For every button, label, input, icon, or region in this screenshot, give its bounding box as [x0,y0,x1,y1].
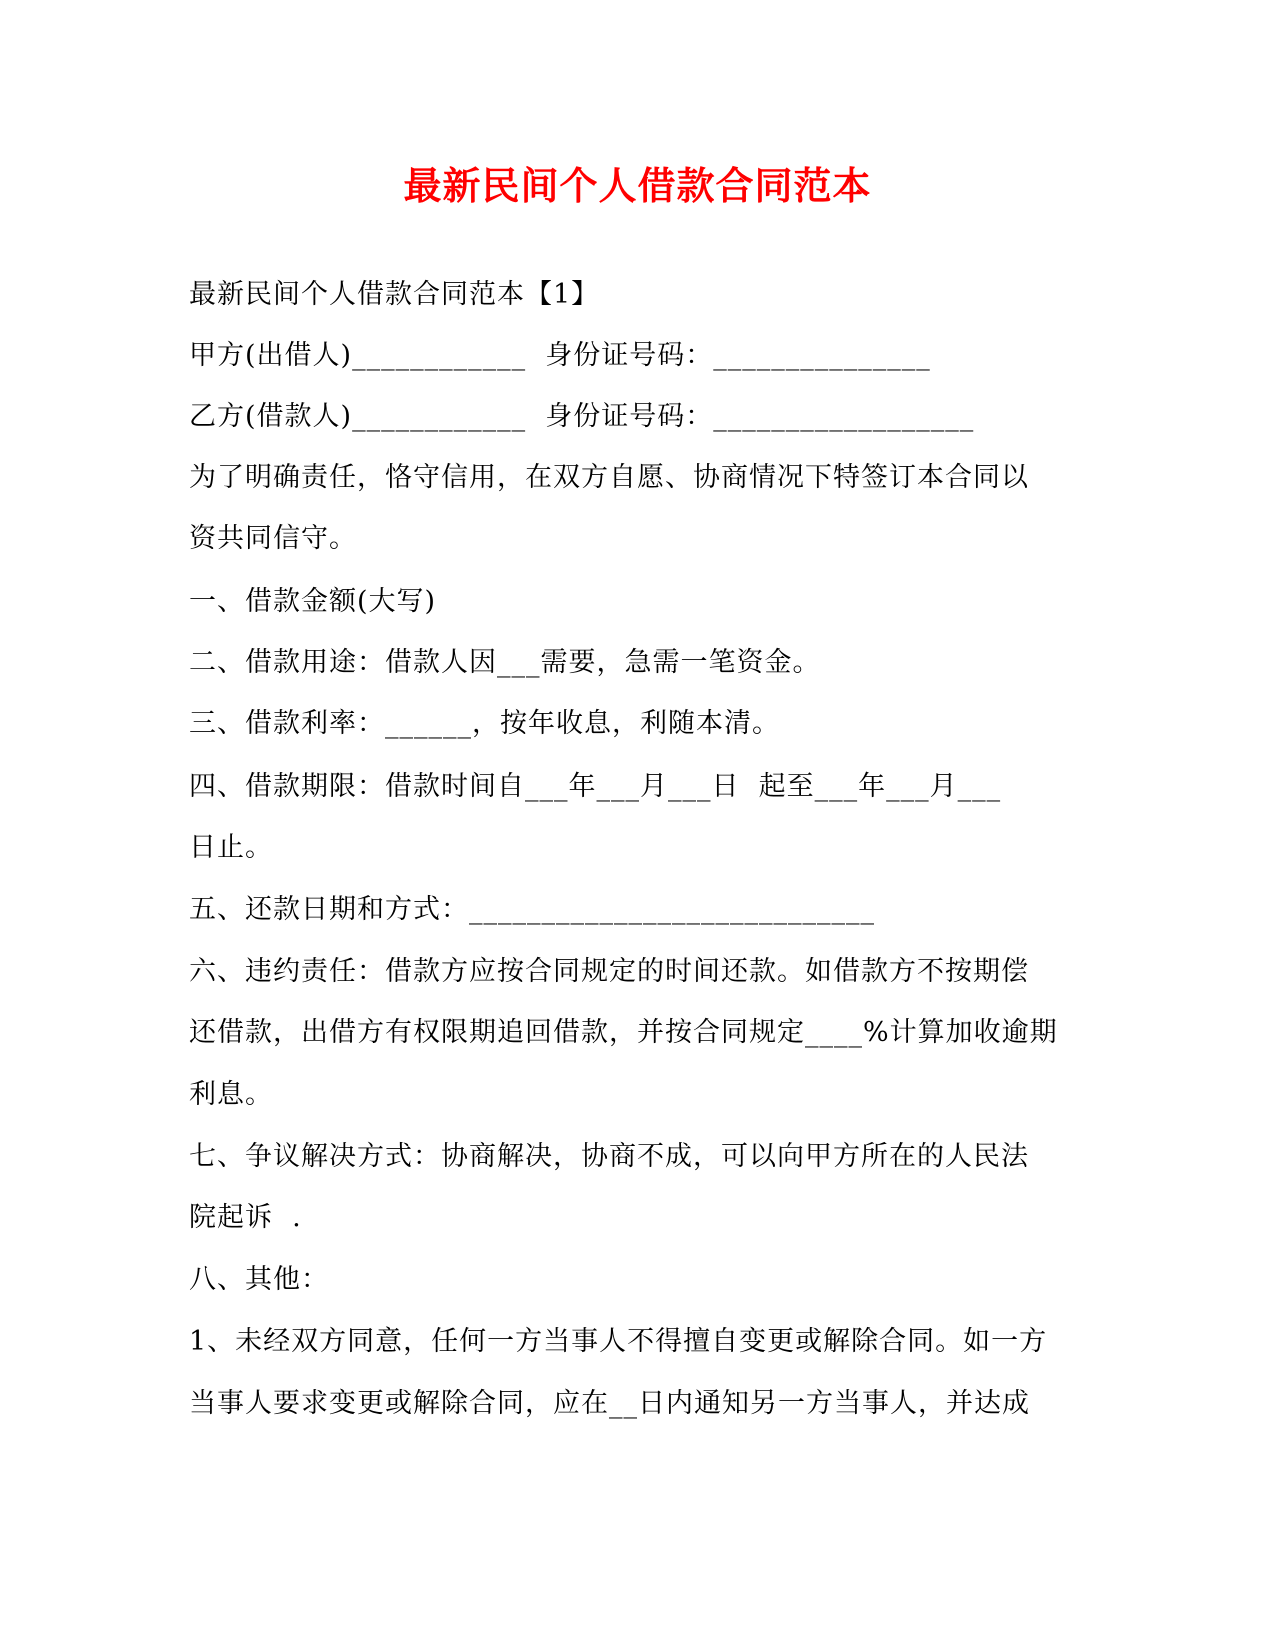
clause-other-item-continued: 当事人要求变更或解除合同，应在__日内通知另一方当事人，并达成 [189,1388,1030,1419]
clause-interest: 三、借款利率：______，按年收息，利随本清。 [189,708,780,739]
clause-term-continued: 日止。 [189,832,273,863]
clause-dispute: 七、争议解决方式：协商解决，协商不成，可以向甲方所在的人民法 [189,1141,1029,1172]
clause-liability-continued: 还借款，出借方有权限期追回借款，并按合同规定____%计算加收逾期 [189,1017,1058,1048]
borrower-line: 乙方(借款人)____________ 身份证号码：__________________ [189,401,975,432]
clause-other-item: 1、未经双方同意，任何一方当事人不得擅自变更或解除合同。如一方 [189,1326,1048,1357]
section-heading: 最新民间个人借款合同范本【1】 [189,279,600,310]
clause-other: 八、其他： [189,1264,329,1295]
clause-liability-continued: 利息。 [189,1079,273,1110]
document-title: 最新民间个人借款合同范本 [403,163,872,208]
clause-dispute-continued: 院起诉 . [189,1202,302,1233]
clause-term: 四、借款期限：借款时间自___年___月___日 起至___年___月___ [189,771,1002,802]
clause-liability: 六、违约责任：借款方应按合同规定的时间还款。如借款方不按期偿 [189,956,1029,987]
paragraph-line: 资共同信守。 [189,523,357,554]
clause-purpose: 二、借款用途：借款人因___需要，急需一笔资金。 [189,647,821,678]
lender-line: 甲方(出借人)____________ 身份证号码：_______________ [189,340,931,371]
clause-repayment: 五、还款日期和方式：____________________________ [189,894,875,925]
clause-amount: 一、借款金额(大写) [189,586,437,617]
paragraph-line: 为了明确责任，恪守信用，在双方自愿、协商情况下特签订本合同以 [189,462,1029,493]
